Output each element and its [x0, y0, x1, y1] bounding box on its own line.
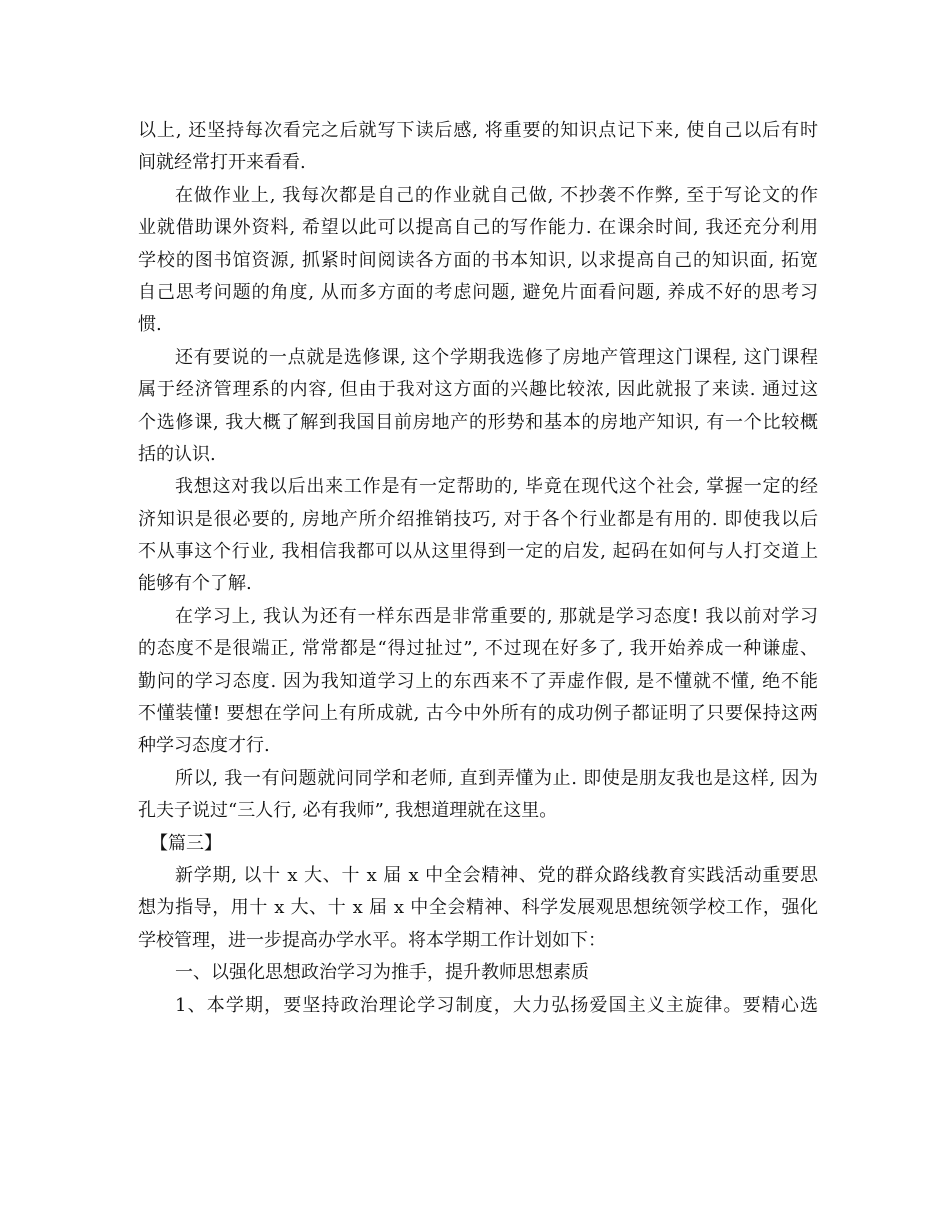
text-line: 自己思考问题的角度, 从而多方面的考虑问题, 避免片面看问题, 养成不好的思考习	[138, 281, 818, 303]
text-line: 惯.	[138, 314, 162, 336]
text-line: 济知识是很必要的, 房地产所介绍推销技巧, 对于各个行业都是有用的. 即使我以后	[138, 508, 818, 530]
text-line: 括的认识.	[138, 443, 216, 465]
text-line: 学校的图书馆资源, 抓紧时间阅读各方面的书本知识, 以求提高自己的知识面, 拓宽	[138, 249, 818, 271]
text-line: 属于经济管理系的内容, 但由于我对这方面的兴趣比较浓, 因此就报了来读. 通过这	[138, 379, 818, 401]
text-line: 的态度不是很端正, 常常都是“得过扯过”, 不过现在好多了, 我开始养成一种谦虚、	[138, 638, 818, 660]
text-line: 在做作业上, 我每次都是自己的作业就自己做, 不抄袭不作弊, 至于写论文的作	[175, 184, 818, 206]
text-line: 我想这对我以后出来工作是有一定帮助的, 毕竟在现代这个社会, 掌握一定的经	[175, 476, 818, 498]
text-line: 能够有个了解.	[138, 573, 252, 595]
document-body	[138, 115, 818, 1022]
text-line: 在学习上, 我认为还有一样东西是非常重要的, 那就是学习态度! 我以前对学习	[175, 605, 818, 627]
text-line: 个选修课, 我大概了解到我国目前房地产的形势和基本的房地产知识, 有一个比较概	[138, 411, 818, 433]
text-line: 间就经常打开来看看.	[138, 152, 306, 174]
text-line: 还有要说的一点就是选修课, 这个学期我选修了房地产管理这门课程, 这门课程	[175, 346, 818, 368]
section-heading: 【篇三】	[150, 832, 222, 854]
text-line: 以上, 还坚持每次看完之后就写下读后感, 将重要的知识点记下来, 使自己以后有时	[138, 120, 818, 141]
text-line: 所以, 我一有问题就问同学和老师, 直到弄懂为止. 即使是朋友我也是这样, 因为	[175, 767, 818, 789]
text-line: 业就借助课外资料, 希望以此可以提高自己的写作能力. 在课余时间, 我还充分利用	[138, 217, 818, 239]
text-line: 不从事这个行业, 我相信我都可以从这里得到一定的启发, 起码在如何与人打交道上	[138, 541, 818, 563]
text-line: 勤问的学习态度. 因为我知道学习上的东西来不了弄虚作假, 是不懂就不懂, 绝不能	[138, 670, 818, 692]
text-line: 想为指导，用十 x 大、十 x 届 x 中全会精神、科学发展观思想统领学校工作，强化	[138, 897, 818, 919]
text-line: 1、本学期，要坚持政治理论学习制度，大力弘扬爱国主义主旋律。要精心选	[175, 994, 818, 1016]
text-line: 新学期, 以十 x 大、十 x 届 x 中全会精神、党的群众路线教育实践活动重要思	[175, 864, 818, 886]
text-line: 学校管理，进一步提高办学水平。将本学期工作计划如下：	[138, 929, 606, 951]
text-line: 一、以强化思想政治学习为推手，提升教师思想素质	[175, 962, 589, 984]
text-line: 不懂装懂! 要想在学问上有所成就, 古今中外所有的成功例子都证明了只要保持这两	[138, 703, 818, 725]
text-line: 孔夫子说过“三人行, 必有我师”, 我想道理就在这里。	[138, 800, 558, 822]
text-line: 种学习态度才行.	[138, 735, 270, 757]
